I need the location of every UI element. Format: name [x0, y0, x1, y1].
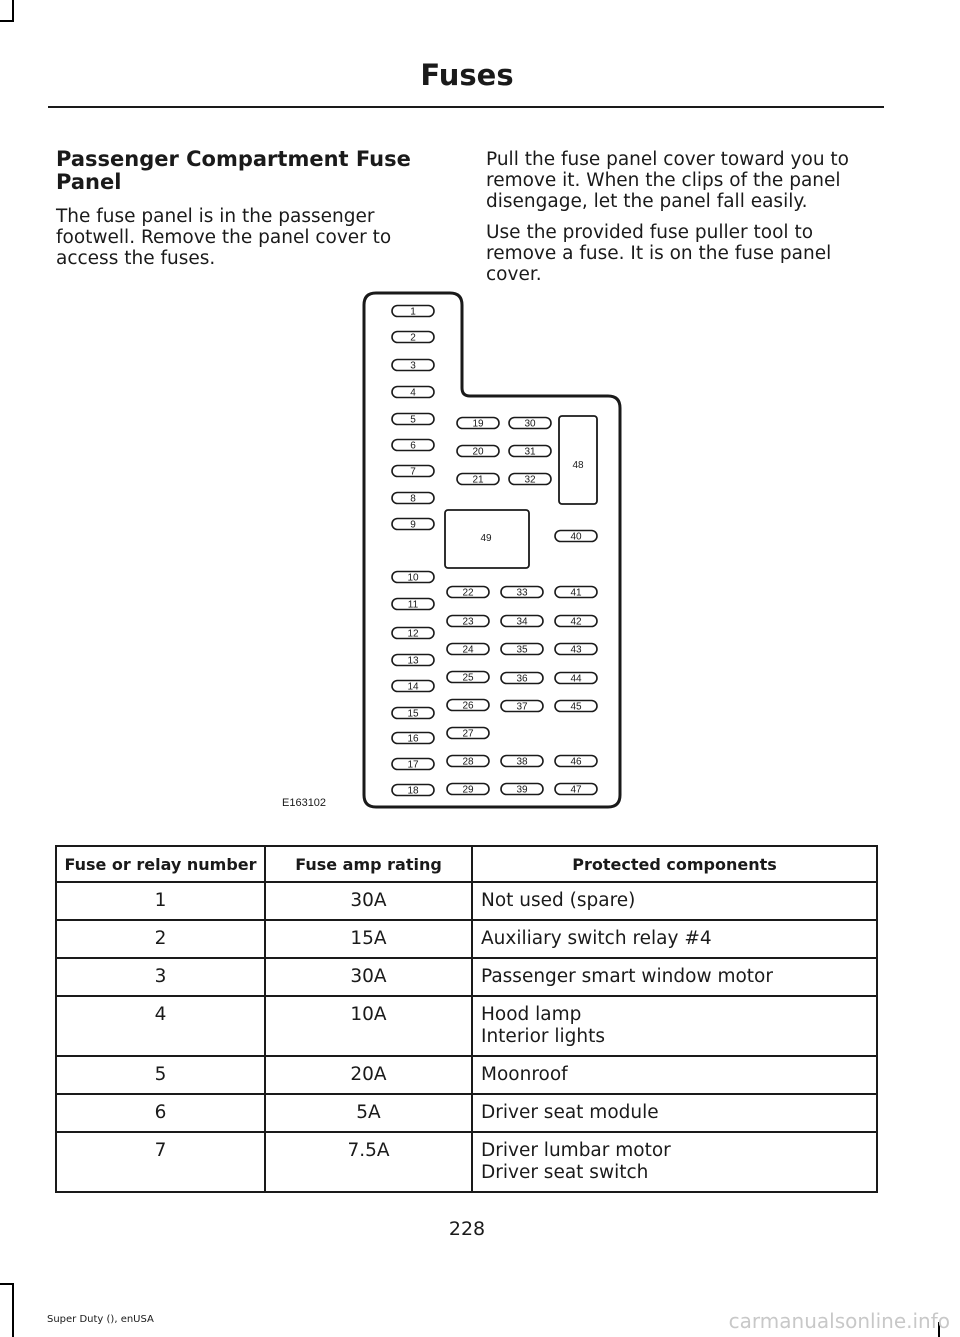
fuse-6 [392, 440, 434, 452]
relay-label: 48 [572, 460, 584, 471]
cell-amp-rating: 20A [265, 1056, 472, 1094]
crop-mark-bottom-left-v [12, 1283, 14, 1337]
table-row [56, 996, 877, 1056]
fuse-label: 1 [410, 306, 416, 318]
crop-mark-bottom-left-h [0, 1283, 14, 1285]
fuse-label: 20 [472, 446, 484, 458]
table-row [56, 1132, 877, 1192]
fuse-label: 11 [407, 599, 419, 611]
fuse-label: 12 [407, 628, 419, 640]
page-header-title: Fuses [420, 58, 514, 92]
fuse-label: 7 [410, 466, 416, 478]
fuse-label: 19 [472, 418, 484, 430]
fuse-label: 21 [472, 474, 484, 486]
fuse-16 [392, 733, 434, 745]
cell-amp-rating: 30A [265, 958, 472, 996]
fuse-label: 27 [462, 728, 474, 740]
watermark: carmanualsonline.info [728, 1309, 950, 1333]
table-row [56, 1056, 877, 1094]
fuse-1 [392, 306, 434, 318]
cell-fuse-number: 2 [56, 920, 265, 958]
fuse-label: 39 [516, 784, 528, 796]
cell-fuse-number: 4 [56, 996, 265, 1056]
fuse-label: 36 [516, 673, 528, 685]
fuse-label: 6 [410, 440, 416, 452]
fuse-32 [509, 474, 551, 486]
fuse-label: 15 [407, 708, 419, 720]
fuse-label: 18 [407, 785, 419, 797]
left-column [56, 148, 446, 279]
fuse-label: 40 [570, 531, 582, 543]
table-header-row [56, 846, 877, 882]
footer-document-title: Super Duty (), enUSA [47, 1314, 154, 1325]
component-line: Not used (spare) [481, 890, 636, 911]
fuse-label: 43 [570, 644, 582, 656]
relay-label: 49 [480, 533, 492, 544]
fuse-25 [447, 672, 489, 684]
fuse-17 [392, 759, 434, 771]
fuse-label: 30 [524, 418, 536, 430]
table-row [56, 1094, 877, 1132]
fuse-40 [555, 531, 597, 543]
table-row [56, 920, 877, 958]
fuse-36 [501, 673, 543, 685]
fuse-label: 4 [410, 387, 416, 399]
fuse-20 [457, 446, 499, 458]
right-paragraph-1: Pull the fuse panel cover toward you to remove it. When the clips of the panel disengage, let the panel fall easily. [486, 149, 849, 212]
page-number: 228 [448, 1218, 486, 1240]
cell-protected-components [472, 920, 877, 958]
fuse-29 [447, 784, 489, 796]
cell-fuse-number: 6 [56, 1094, 265, 1132]
fuse-label: 17 [407, 759, 419, 771]
cell-fuse-number: 1 [56, 882, 265, 920]
cell-fuse-number: 7 [56, 1132, 265, 1192]
fuse-label: 3 [410, 360, 416, 372]
fuse-label: 8 [410, 493, 416, 505]
fuse-37 [501, 701, 543, 713]
right-paragraph-2: Use the provided fuse puller tool to remove a fuse. It is on the fuse panel cover. [486, 222, 832, 285]
fuse-42 [555, 616, 597, 628]
fuse-label: 16 [407, 733, 419, 745]
fuse-label: 29 [462, 784, 474, 796]
header-divider [48, 106, 884, 108]
relay-49 [445, 510, 529, 568]
header-fuse-number: Fuse or relay number [56, 846, 265, 882]
fuse-10 [392, 572, 434, 584]
fuse-24 [447, 644, 489, 656]
component-line: Driver seat switch [481, 1162, 649, 1183]
fuse-label: 13 [407, 655, 419, 667]
fuse-7 [392, 466, 434, 478]
fuse-45 [555, 701, 597, 713]
fuse-31 [509, 446, 551, 458]
fuse-33 [501, 587, 543, 599]
fuse-21 [457, 474, 499, 486]
cell-amp-rating: 10A [265, 996, 472, 1056]
cell-amp-rating: 5A [265, 1094, 472, 1132]
fuse-13 [392, 655, 434, 667]
fuse-label: 34 [516, 616, 528, 628]
fuse-label: 32 [524, 474, 536, 486]
fuse-label: 44 [570, 673, 582, 685]
component-line: Driver lumbar motor [481, 1140, 671, 1161]
fuse-28 [447, 756, 489, 768]
fuse-label: 42 [570, 616, 582, 628]
crop-mark-top-left-h [0, 20, 14, 22]
crop-mark-top-left-v [12, 0, 14, 22]
fuse-label: 14 [407, 681, 419, 693]
fuse-26 [447, 700, 489, 712]
fuse-22 [447, 587, 489, 599]
fuse-label: 28 [462, 756, 474, 768]
left-paragraph: The fuse panel is in the passenger footwell. Remove the panel cover to access the fuses. [56, 206, 392, 269]
fuse-label: 37 [516, 701, 528, 713]
header-protected-components: Protected components [472, 846, 877, 882]
cell-protected-components [472, 996, 877, 1056]
cell-fuse-number: 5 [56, 1056, 265, 1094]
fuse-5 [392, 414, 434, 426]
fuse-15 [392, 708, 434, 720]
fuse-label: 26 [462, 700, 474, 712]
fuse-label: 31 [524, 446, 536, 458]
fuse-panel-diagram [280, 288, 630, 813]
table-row [56, 882, 877, 920]
section-heading: Passenger Compartment Fuse Panel [56, 147, 411, 194]
fuse-3 [392, 360, 434, 372]
figure-id: E163102 [282, 797, 327, 809]
fuse-27 [447, 728, 489, 740]
cell-fuse-number: 3 [56, 958, 265, 996]
relay-48 [559, 416, 597, 504]
cell-amp-rating: 30A [265, 882, 472, 920]
component-line: Auxiliary switch relay #4 [481, 928, 712, 949]
component-line: Passenger smart window motor [481, 966, 773, 987]
header-amp-rating: Fuse amp rating [265, 846, 472, 882]
fuse-23 [447, 616, 489, 628]
fuse-38 [501, 756, 543, 768]
fuse-label: 25 [462, 672, 474, 684]
fuse-11 [392, 599, 434, 611]
fuse-label: 47 [570, 784, 582, 796]
fuse-30 [509, 418, 551, 430]
table-row [56, 958, 877, 996]
fuse-46 [555, 756, 597, 768]
fuse-34 [501, 616, 543, 628]
component-line: Moonroof [481, 1064, 568, 1085]
component-line: Interior lights [481, 1026, 606, 1047]
cell-amp-rating: 7.5A [265, 1132, 472, 1192]
fuse-label: 2 [410, 332, 416, 344]
fuse-label: 38 [516, 756, 528, 768]
fuse-label: 22 [462, 587, 474, 599]
fuse-12 [392, 628, 434, 640]
fuse-8 [392, 493, 434, 505]
fuse-35 [501, 644, 543, 656]
fuse-47 [555, 784, 597, 796]
fuse-18 [392, 785, 434, 797]
fuse-label: 33 [516, 587, 528, 599]
fuse-41 [555, 587, 597, 599]
fuse-9 [392, 519, 434, 531]
fuse-label: 45 [570, 701, 582, 713]
fuse-2 [392, 332, 434, 344]
fuse-table [55, 845, 878, 1193]
cell-amp-rating: 15A [265, 920, 472, 958]
fuse-label: 35 [516, 644, 528, 656]
fuse-43 [555, 644, 597, 656]
fuse-19 [457, 418, 499, 430]
cell-protected-components [472, 1094, 877, 1132]
fuse-39 [501, 784, 543, 796]
cell-protected-components [472, 958, 877, 996]
fuse-label: 24 [462, 644, 474, 656]
fuse-label: 10 [407, 572, 419, 584]
cell-protected-components [472, 882, 877, 920]
fuse-label: 9 [410, 519, 416, 531]
component-line: Hood lamp [481, 1004, 582, 1025]
fuse-label: 5 [410, 414, 416, 426]
right-column [486, 149, 882, 295]
fuse-4 [392, 387, 434, 399]
fuse-14 [392, 681, 434, 693]
cell-protected-components [472, 1132, 877, 1192]
fuse-label: 23 [462, 616, 474, 628]
fuse-label: 46 [570, 756, 582, 768]
component-line: Driver seat module [481, 1102, 659, 1123]
cell-protected-components [472, 1056, 877, 1094]
fuse-label: 41 [570, 587, 582, 599]
fuse-44 [555, 673, 597, 685]
